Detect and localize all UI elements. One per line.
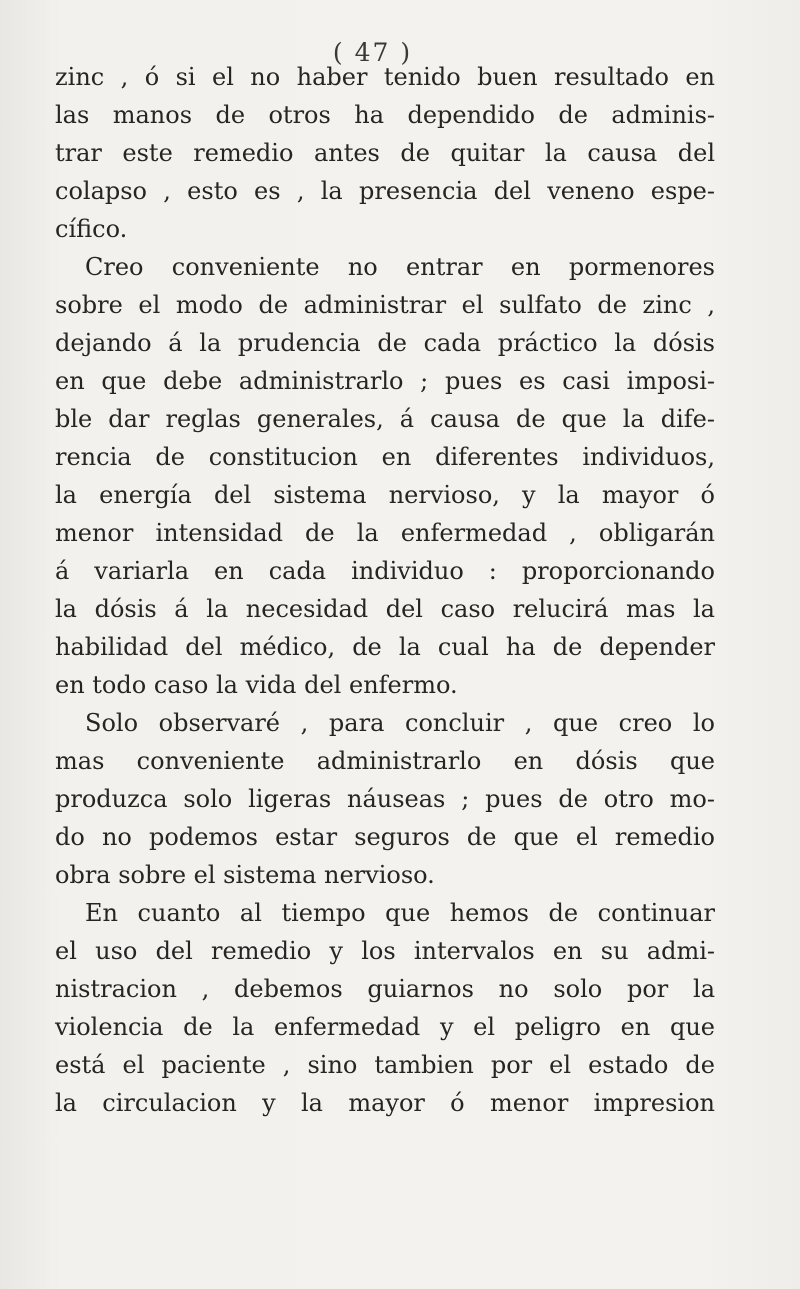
text-line: menor intensidad de la enfermedad , obligarán — [55, 519, 715, 547]
text-line: las manos de otros ha dependido de adminis- — [55, 101, 715, 129]
text-line: la dósis á la necesidad del caso relucirá mas la — [55, 595, 715, 623]
text-line: la circulacion y la mayor ó menor impresion — [55, 1089, 715, 1117]
text-line: en que debe administrarlo ; pues es casi imposi- — [55, 367, 715, 395]
text-line: obra sobre el sistema nervioso. — [55, 861, 435, 889]
text-line: dejando á la prudencia de cada práctico la dósis — [55, 329, 715, 357]
text-line: ble dar reglas generales, á causa de que la dife- — [55, 405, 715, 433]
text-line: do no podemos estar seguros de que el remedio — [55, 823, 715, 851]
text-line: produzca solo ligeras náuseas ; pues de otro mo- — [55, 785, 715, 813]
text-line: en todo caso la vida del enfermo. — [55, 671, 458, 699]
page-number: ( 47 ) — [332, 38, 413, 67]
text-line: rencia de constitucion en diferentes individuos, — [55, 443, 715, 471]
text-line: el uso del remedio y los intervalos en su admi- — [55, 937, 715, 965]
text-line: está el paciente , sino tambien por el estado de — [55, 1051, 715, 1079]
text-line: Creo conveniente no entrar en pormenores — [85, 253, 715, 281]
text-line: á variarla en cada individuo : proporcionando — [55, 557, 715, 585]
text-line: En cuanto al tiempo que hemos de continuar — [85, 899, 715, 927]
text-line: zinc , ó si el no haber tenido buen resultado en — [55, 63, 715, 91]
text-line: Solo observaré , para concluir , que creo lo — [85, 709, 715, 737]
text-line: sobre el modo de administrar el sulfato de zinc , — [55, 291, 715, 319]
text-line: trar este remedio antes de quitar la causa del — [55, 139, 715, 167]
text-line: nistracion , debemos guiarnos no solo por la — [55, 975, 715, 1003]
text-line: violencia de la enfermedad y el peligro en que — [55, 1013, 715, 1041]
body-text — [55, 58, 715, 1122]
text-line: la energía del sistema nervioso, y la mayor ó — [55, 481, 715, 509]
text-line: colapso , esto es , la presencia del veneno espe- — [55, 177, 715, 205]
text-line: cífico. — [55, 215, 128, 243]
text-line: mas conveniente administrarlo en dósis que — [55, 747, 715, 775]
text-line: habilidad del médico, de la cual ha de depender — [55, 633, 715, 661]
